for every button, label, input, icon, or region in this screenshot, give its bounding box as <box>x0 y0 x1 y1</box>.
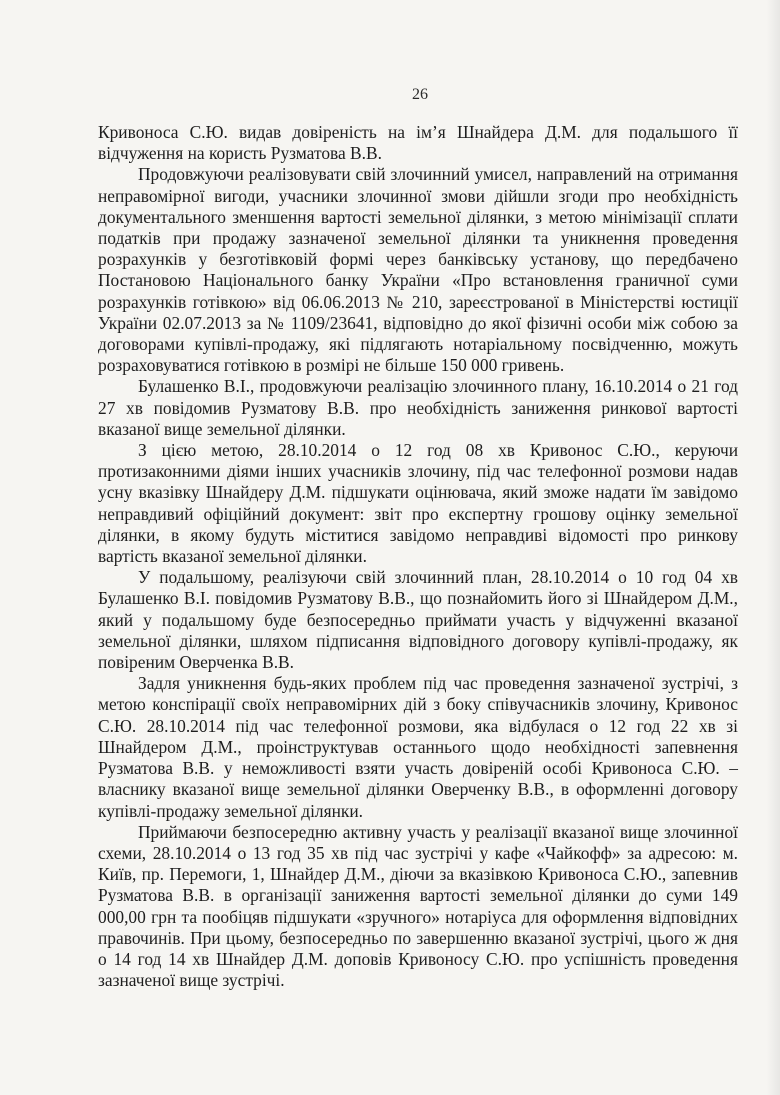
paragraph-6: Задля уникнення будь-яких проблем під час проведення зазначеної зустрічі, з метою конспірації своїх неправомірних дій з боку співучасників злочину, Кривонос С.Ю. 28.10.2014 під час телефонної розмови, яка відбулася о 12 год 22 хв зі Шнайдером Д.М., проінструктував останнього щодо необхідності запевнення Рузматова В.В. у неможливості взяти участь довіреній особі Кривоноса С.Ю. – власнику вказаної вище земельної ділянки Оверченку В.В., в оформленні договору купівлі-продажу земельної ділянки. <box>98 673 738 821</box>
paragraph-2: Продовжуючи реалізовувати свій злочинний умисел, направлений на отримання неправомірної вигоди, учасники злочинної змови дійшли згоди про необхідність документального зменшення вартості земельної ділянки, з метою мінімізації сплати податків при продажу зазначеної земельної ділянки та уникнення проведення розрахунків у безготівковій формі через банківську установу, що передбачено Постановою Національного банку України «Про встановлення граничної суми розрахунків готівкою» від 06.06.2013 № 210, зареєстрованої в Міністерстві юстиції України 02.07.2013 за № 1109/23641, відповідно до якої фізичні особи між собою за договорами купівлі-продажу, які підлягають нотаріальному посвідченню, можуть розраховуватися готівкою в розмірі не більше 150 000 гривень. <box>98 164 738 376</box>
paragraph-7: Приймаючи безпосередню активну участь у реалізації вказаної вище злочинної схеми, 28.10.2014 о 13 год 35 хв під час зустрічі у кафе «Чайкофф» за адресою: м. Київ, пр. Перемоги, 1, Шнайдер Д.М., діючи за вказівкою Кривоноса С.Ю., запевнив Рузматова В.В. в організації заниження вартості земельної ділянки до суми 149 000,00 грн та пообіцяв підшукати «зручного» нотаріуса для оформлення відповідних правочинів. При цьому, безпосередньо по завершенню вказаної зустрічі, цього ж дня о 14 год 14 хв Шнайдер Д.М. доповів Кривоносу С.Ю. про успішність проведення зазначеної вище зустрічі. <box>98 821 738 991</box>
paragraph-1: Кривоноса С.Ю. видав довіреність на ім’я Шнайдера Д.М. для подальшого її відчуження на користь Рузматова В.В. <box>98 122 738 164</box>
paragraph-5: У подальшому, реалізуючи свій злочинний план, 28.10.2014 о 10 год 04 хв Булашенко В.І. повідомив Рузматову В.В., що познайомить його зі Шнайдером Д.М., який у подальшому буде безпосередньо приймати участь у відчуженні вказаної земельної ділянки, шляхом підписання відповідного договору купівлі-продажу, як повіреним Оверченка В.В. <box>98 567 738 673</box>
paragraph-3: Булашенко В.І., продовжуючи реалізацію злочинного плану, 16.10.2014 о 21 год 27 хв повідомив Рузматову В.В. про необхідність заниження ринкової вартості вказаної вище земельної ділянки. <box>98 376 738 439</box>
page-number: 26 <box>412 86 428 103</box>
page-edge-shadow <box>766 0 780 1095</box>
paragraph-4: З цією метою, 28.10.2014 о 12 год 08 хв Кривонос С.Ю., керуючи протизаконними діями інших учасників злочину, під час телефонної розмови надав усну вказівку Шнайдеру Д.М. підшукати оцінювача, який зможе надати їм завідомо неправдивий офіційний документ: звіт про експертну грошову оцінку земельної ділянки, в якому будуть міститися завідомо неправдиві відомості про ринкову вартість вказаної земельної ділянки. <box>98 440 738 567</box>
document-body <box>98 122 738 991</box>
